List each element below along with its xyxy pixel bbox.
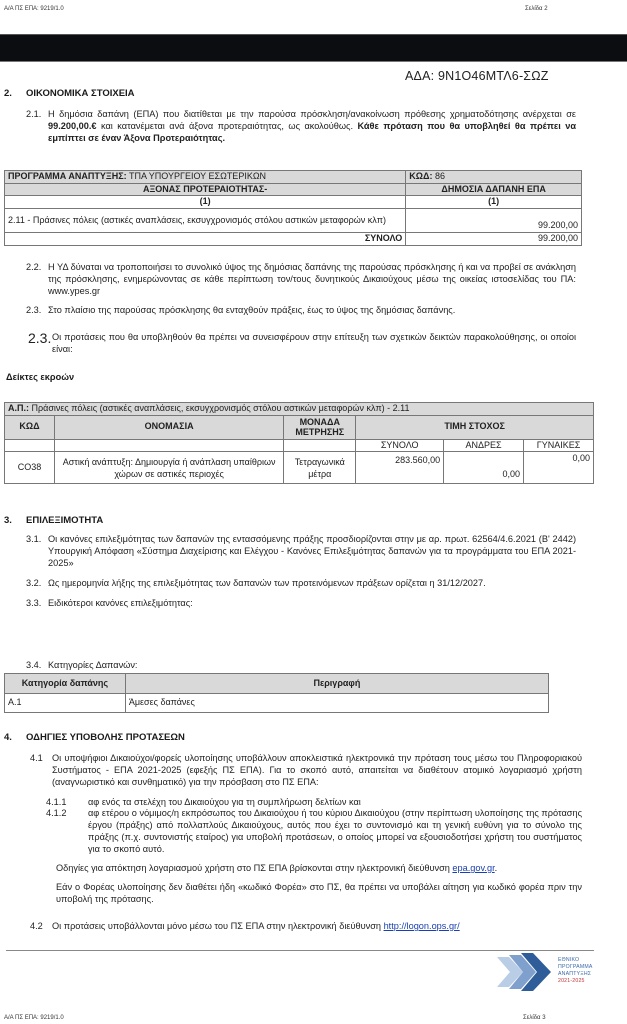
page-header-doc-ref: Α/Α ΠΣ ΕΠΑ: 9219/1.0 <box>4 6 64 12</box>
total-label: ΣΥΝΟΛΟ <box>5 233 406 246</box>
paragraph-2-1: 2.1. Η δημόσια δαπάνη (ΕΠΑ) που διατίθεται με την παρούσα πρόσκληση/ανακοίνωση πρόθεσης χρηματοδότησης ανέρχεται σε 99.200,00.€ και κατανέμεται ανά άξονα προτεραιότητας, ως ακολούθως. Κάθε πρόταση που θα υποβληθεί θα πρέπει να εμπίπτει σε έναν Άξονα Προτεραιότητας. <box>26 109 576 143</box>
section-4-title: 4. ΟΔΗΓΙΕΣ ΥΠΟΒΟΛΗΣ ΠΡΟΤΑΣΕΩΝ <box>4 732 185 743</box>
page-header-page-number: Σελίδα 2 <box>525 6 548 12</box>
paragraph-2-2: 2.2. Η ΥΔ δύναται να τροποποιήσει το συνολικό ύψος της δημόσιας δαπάνης της παρούσας πρόσκλησης ή και να προβεί σε ανάκληση της πρόσκλησης, ενημερώνοντας σε κάθε περίπτωση τον/τους δυνητικούς Δικαιούχους μέσω της οικείας ιστοσελίδας του ΠΑ: www.ypes.gr <box>26 262 576 296</box>
budget-table: ΠΡΟΓΡΑΜΜΑ ΑΝΑΠΤΥΞΗΣ: ΤΠΑ ΥΠΟΥΡΓΕΙΟΥ ΕΣΩΤΕΡΙΚΩΝ ΚΩΔ: 86 ΑΞΟΝΑΣ ΠΡΟΤΕΡΑΙΟΤΗΤΑΣ- ΔΗΜΟΣΙΑ ΔΑΠΑΝΗ ΕΠΑ (1) (1) 2.11 - Πράσινες πόλεις (αστικές αναπλάσεις, εκσυγχρονισμός στόλου αστικών μεταφορών κλπ) 99.200,00 ΣΥΝΟΛΟ 99.200,00 <box>4 170 582 246</box>
paragraph-4-1-1: 4.1.1 αφ ενός τα στελέχη του Δικαιούχου για τη συμπλήρωση δελτίων και <box>46 797 361 807</box>
epa-gov-link[interactable]: epa.gov.gr <box>452 863 495 873</box>
paragraph-3-4: 3.4. Κατηγορίες Δαπανών: <box>26 660 138 670</box>
categories-table: Κατηγορία δαπάνης Περιγραφή Α.1 Άμεσες δαπάνες <box>4 673 549 713</box>
logon-ops-link[interactable]: http://logon.ops.gr/ <box>383 921 460 931</box>
footer-page-number: Σελίδα 3 <box>523 1015 546 1021</box>
carrier-code-note: Εάν ο Φορέας υλοποίησης δεν διαθέτει ήδη «κωδικό Φορέα» στο ΠΣ, θα πρέπει να υποβάλει αίτηση για κωδικό φορέα πριν την υποβολή της πρότασης. <box>56 882 582 904</box>
logo-text: ΕΘΝΙΚΟ ΠΡΟΓΡΑΜΜΑ ΑΝΑΠΤΥΞΗΣ 2021-2025 <box>558 957 593 984</box>
paragraph-4-1-2: 4.1.2 αφ ετέρου ο νόμιμος/η εκπρόσωπος του Δικαιούχου ή του κύριου Δικαιούχου (στην περίπτωση υλοποίησης της πρότασης έργου (πράξης) από πολλαπλούς Δικαιούχους, αυτός που έχει το συντονισμό και τη γενική ευθύνη για το σύνολο της πράξης (π.χ. συντονιστής εταίρος) για υποβολή προτάσεων, ο οποίος μπορεί να εξουσιοδοτήσει χρήστη του συστήματος για το σκοπό αυτό. <box>46 808 582 854</box>
redacted-black-bar <box>0 34 627 62</box>
paragraph-3-3: 3.3. Ειδικότεροι κανόνες επιλεξιμότητας: <box>26 598 193 608</box>
priority-axis-cell: Α.Π.: Πράσινες πόλεις (αστικές αναπλάσεις, εκσυγχρονισμός στόλου αστικών μεταφορών κλπ) - 2.11 <box>5 403 594 416</box>
code-cell: ΚΩΔ: 86 <box>406 171 582 184</box>
indicator-row: CO38 Αστική ανάπτυξη: Δημιουργία ή ανάπλαση υπαίθριων χώρων σε αστικές περιοχές Τετραγωνικά μέτρα 283.560,00 0,00 0,00 <box>5 452 594 484</box>
paragraph-2-3b: 2.3. Οι προτάσεις που θα υποβληθούν θα πρέπει να συνεισφέρουν στην επίτευξη των σχετικών δεικτών παρακολούθησης, οι οποίοι είναι: <box>28 330 576 354</box>
program-cell: ΠΡΟΓΡΑΜΜΑ ΑΝΑΠΤΥΞΗΣ: ΤΠΑ ΥΠΟΥΡΓΕΙΟΥ ΕΣΩΤΕΡΙΚΩΝ <box>5 171 406 184</box>
paragraph-3-1: 3.1. Οι κανόνες επιλεξιμότητας των δαπανών της εντασσόμενης πράξης προσδιορίζονται στην με αρ. πρωτ. 62564/4.6.2021 (Β' 2442) Υπουργική Απόφαση «Σύστημα Διαχείρισης και Ελέγχου - Κανόνες Επιλεξιμότητας δαπανών για τα προγράμματα του ΕΠΑ 2021-2025» <box>26 534 576 568</box>
indicators-table: Α.Π.: Πράσινες πόλεις (αστικές αναπλάσεις, εκσυγχρονισμός στόλου αστικών μεταφορών κλπ) - 2.11 ΚΩΔ ΟΝΟΜΑΣΙΑ ΜΟΝΑΔΑ ΜΕΤΡΗΣΗΣ ΤΙΜΗ ΣΤΟΧΟΣ ΣΥΝΟΛΟ ΑΝΔΡΕΣ ΓΥΝΑΙΚΕΣ CO38 Αστική ανάπτυξη: Δημιουργία ή ανάπλαση υπαίθριων χώρων σε αστικές περιοχές Τετραγωνικά μέτρα 283.560,00 0,00 0,00 <box>4 402 594 484</box>
axis-row-label: 2.11 - Πράσινες πόλεις (αστικές αναπλάσεις, εκσυγχρονισμός στόλου αστικών μεταφορών κλπ) <box>5 209 406 233</box>
paragraph-2-3a: 2.3. Στο πλαίσιο της παρούσας πρόσκλησης θα ενταχθούν πράξεις, έως το ύψος της δημόσιας δαπάνης. <box>26 305 456 315</box>
public-expense-header: ΔΗΜΟΣΙΑ ΔΑΠΑΝΗ ΕΠΑ <box>406 183 582 196</box>
category-row: Α.1 Άμεσες δαπάνες <box>5 694 549 713</box>
footer-divider <box>6 950 594 951</box>
paragraph-4-2: 4.2 Οι προτάσεις υποβάλλονται μόνο μέσω του ΠΣ ΕΠΑ στην ηλεκτρονική διεύθυνση http://logon.ops.gr/ <box>30 921 460 931</box>
axis-row-amount: 99.200,00 <box>406 209 582 233</box>
national-development-program-logo-icon <box>497 953 557 991</box>
section-2-title: 2. ΟΙΚΟΝΟΜΙΚΑ ΣΤΟΙΧΕΙΑ <box>4 88 135 99</box>
ada-code: ΑΔΑ: 9Ν1Ο46ΜΤΛ6-ΣΩΖ <box>405 69 549 83</box>
total-amount: 99.200,00 <box>406 233 582 246</box>
paragraph-4-1: 4.1 Οι υποψήφιοι Δικαιούχοι/φορείς υλοποίησης υποβάλλουν αποκλειστικά ηλεκτρονικά την πρόταση τους μέσω του Πληροφοριακού Συστήματος - ΕΠΑ 2021-2025 (εφεξής ΠΣ ΕΠΑ). Για το σκοπό αυτό, απαιτείται να διαθέτουν ατομικό λογαριασμό χρήστη (αναγνωριστικό και συνθηματικό) για την πρόσβαση στο ΠΣ ΕΠΑ: <box>30 753 582 787</box>
indicators-title: Δείκτες εκροών <box>6 372 75 382</box>
section-3-title: 3. ΕΠΙΛΕΞΙΜΟΤΗΤΑ <box>4 515 104 526</box>
footer-doc-ref: Α/Α ΠΣ ΕΠΑ: 9219/1.0 <box>4 1015 64 1021</box>
paragraph-3-2: 3.2. Ως ημερομηνία λήξης της επιλεξιμότητας των δαπανών των προτεινόμενων πράξεων ορίζεται η 31/12/2027. <box>26 578 486 588</box>
account-instructions: Οδηγίες για απόκτηση λογαριασμού χρήστη στο ΠΣ ΕΠΑ βρίσκονται στην ηλεκτρονική διεύθυνση epa.gov.gr. <box>56 863 498 873</box>
axis-header: ΑΞΟΝΑΣ ΠΡΟΤΕΡΑΙΟΤΗΤΑΣ- <box>5 183 406 196</box>
